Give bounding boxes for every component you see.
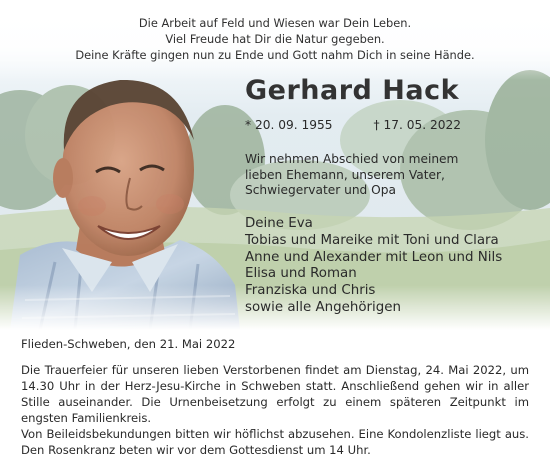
farewell-line: lieben Ehemann, unserem Vater, — [245, 167, 445, 182]
poem-line: Die Arbeit auf Feld und Wiesen war Dein Leben. — [138, 16, 412, 30]
birth-date: * 20. 09. 1955 — [245, 118, 333, 132]
announcement-paragraph: Von Beileidsbekundungen bitten wir höflichst abzusehen. Eine Kondolenzliste liegt aus. Den Rosenkranz beten wir vor dem Gottesdienst um 14 Uhr. — [21, 427, 529, 458]
farewell-text — [245, 152, 458, 199]
death-date: † 17. 05. 2022 — [373, 118, 461, 132]
mourner-entry: Anne und Alexander mit Leon und Nils — [245, 249, 503, 265]
mourners-list — [245, 216, 502, 317]
mourner-entry: Elisa und Roman — [245, 266, 357, 282]
farewell-line: Schwiegervater und Opa — [245, 183, 396, 198]
place-and-date: Flieden-Schweben, den 21. Mai 2022 — [21, 337, 236, 351]
mourner-entry: sowie alle Angehörigen — [245, 299, 401, 315]
poem-line: Viel Freude hat Dir die Natur gegeben. — [165, 32, 385, 46]
mourner-entry: Franziska und Chris — [245, 283, 376, 299]
mourner-entry: Tobias und Mareike mit Toni und Clara — [245, 232, 499, 248]
deceased-name: Gerhard Hack — [245, 75, 460, 106]
funeral-announcement — [21, 362, 529, 459]
poem-line: Deine Kräfte gingen nun zu Ende und Gott nahm Dich in seine Hände. — [75, 48, 475, 62]
mourner-entry: Deine Eva — [245, 216, 313, 231]
announcement-paragraph: Die Trauerfeier für unseren lieben Verstorbenen findet am Dienstag, 24. Mai 2022, um 14.30 Uhr in der Herz-Jesu-Kirche in Schweben statt. Anschließend gehen wir in aller Stille auseinander. Die Urnenbeisetzung erfolgt zu einem späteren Zeitpunkt im engsten Familienkreis. — [21, 363, 529, 426]
memorial-poem — [0, 15, 550, 63]
farewell-line: Wir nehmen Abschied von meinem — [245, 152, 459, 166]
